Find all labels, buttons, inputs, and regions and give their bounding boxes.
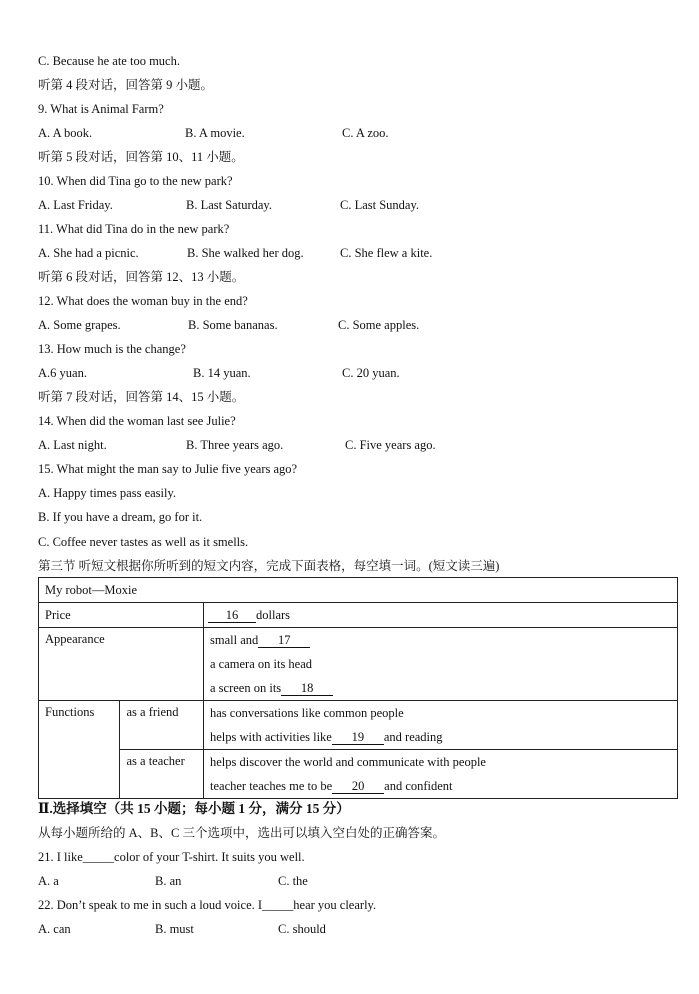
option-c: C. Some apples. <box>338 318 420 332</box>
option-c: C. Five years ago. <box>345 438 436 452</box>
appearance-cell <box>204 628 678 701</box>
option-a: A. A book. <box>38 126 93 140</box>
price-label: Price <box>39 603 204 628</box>
appearance-text: a screen on its <box>210 681 282 695</box>
option-c: C. 20 yuan. <box>342 366 400 380</box>
function-text: helps with activities like <box>210 730 332 744</box>
functions-label: Functions <box>39 701 120 799</box>
option-a: A.6 yuan. <box>38 366 87 380</box>
option-b: B. must <box>155 922 194 936</box>
function-text: and confident <box>384 779 453 793</box>
function-text: and reading <box>383 730 443 744</box>
robot-info-table <box>38 577 678 799</box>
section-2-heading: Ⅱ.选择填空（共 15 小题；每小题 1 分，满分 15 分） <box>38 801 350 816</box>
table-row <box>39 750 678 799</box>
option-a: A. Last Friday. <box>38 198 113 212</box>
option-b: B. 14 yuan. <box>193 366 251 380</box>
answer-blank-20: 20 <box>332 779 384 794</box>
section-2-instruction: 从每小题所给的 A、B、C 三个选项中，选出可以填入空白处的正确答案。 <box>38 826 445 840</box>
function-item: has conversations like common people <box>210 706 404 720</box>
option-a: A. can <box>38 922 71 936</box>
option-c: C. the <box>278 874 308 888</box>
option-c: C. She flew a kite. <box>340 246 433 260</box>
option-b: B. Three years ago. <box>186 438 284 452</box>
teacher-cell <box>204 750 678 799</box>
option-b: B. She walked her dog. <box>187 246 304 260</box>
function-text: teacher teaches me to be <box>210 779 333 793</box>
table-row <box>39 628 678 701</box>
question-14: 14. When did the woman last see Julie? <box>38 414 236 428</box>
question-12: 12. What does the woman buy in the end? <box>38 294 248 308</box>
option-a: A. Happy times pass easily. <box>38 486 177 500</box>
section-3-instruction: 第三节 听短文根据你所听到的短文内容，完成下面表格，每空填一词。(短文读三遍) <box>38 559 500 573</box>
option-a: A. Last night. <box>38 438 107 452</box>
option-c: C. Last Sunday. <box>340 198 420 212</box>
price-cell <box>204 603 678 628</box>
option-a: A. She had a picnic. <box>38 246 139 260</box>
appearance-item <box>210 676 671 700</box>
table-row <box>39 603 678 628</box>
option-b: B. Some bananas. <box>188 318 278 332</box>
question-10: 10. When did Tina go to the new park? <box>38 174 233 188</box>
answer-blank-16: 16 <box>208 608 256 623</box>
table-row <box>39 578 678 603</box>
answer-blank-17: 17 <box>258 633 310 648</box>
table-title: My robot—Moxie <box>39 578 678 603</box>
option-b: B. Last Saturday. <box>186 198 272 212</box>
option-c: C. A zoo. <box>342 126 389 140</box>
dialogue-instruction: 听第 6 段对话，回答第 12、13 小题。 <box>38 270 245 284</box>
function-item <box>210 725 671 749</box>
dialogue-instruction: 听第 7 段对话，回答第 14、15 小题。 <box>38 390 245 404</box>
price-unit: dollars <box>256 608 291 622</box>
question-15: 15. What might the man say to Julie five years ago? <box>38 462 298 476</box>
option-b: B. If you have a dream, go for it. <box>38 510 203 524</box>
teacher-label: as a teacher <box>120 750 204 799</box>
option-line-8c: C. Because he ate too much. <box>38 54 180 68</box>
appearance-item <box>210 628 671 652</box>
option-c: C. Coffee never tastes as well as it smells. <box>38 535 249 549</box>
function-item <box>210 774 671 798</box>
question-22: 22. Don’t speak to me in such a loud voice. I_____hear you clearly. <box>38 898 377 912</box>
option-b: B. an <box>155 874 182 888</box>
friend-cell <box>204 701 678 750</box>
option-c: C. should <box>278 922 326 936</box>
option-b: B. A movie. <box>185 126 245 140</box>
table-row <box>39 701 678 750</box>
appearance-label: Appearance <box>39 628 204 701</box>
appearance-text: small and <box>210 633 259 647</box>
friend-label: as a friend <box>120 701 204 750</box>
question-11: 11. What did Tina do in the new park? <box>38 222 230 236</box>
answer-blank-18: 18 <box>281 681 333 696</box>
question-21: 21. I like_____color of your T-shirt. It suits you well. <box>38 850 305 864</box>
question-13: 13. How much is the change? <box>38 342 186 356</box>
dialogue-instruction: 听第 4 段对话，回答第 9 小题。 <box>38 78 214 92</box>
dialogue-instruction: 听第 5 段对话，回答第 10、11 小题。 <box>38 150 244 164</box>
function-item: helps discover the world and communicate with people <box>210 755 486 769</box>
option-a: A. Some grapes. <box>38 318 121 332</box>
answer-blank-19: 19 <box>332 730 384 745</box>
option-a: A. a <box>38 874 59 888</box>
question-9: 9. What is Animal Farm? <box>38 102 164 116</box>
appearance-item: a camera on its head <box>210 657 313 671</box>
